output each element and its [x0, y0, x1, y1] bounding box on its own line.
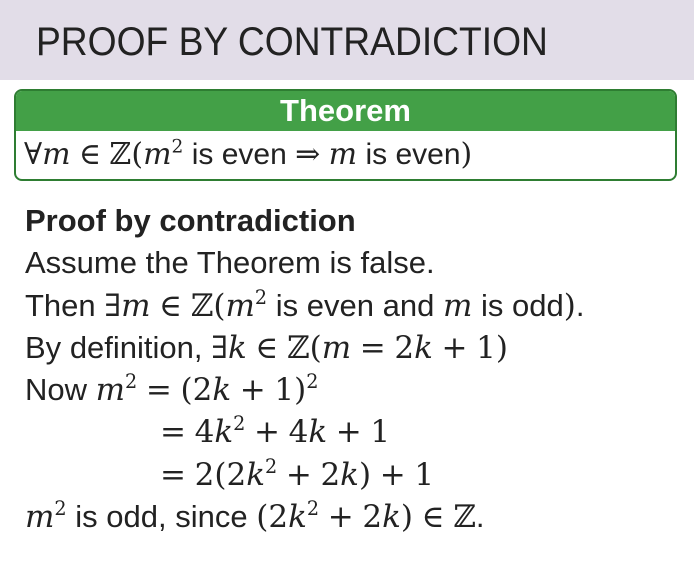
proof-line-4: Now $m^2 = (2k + 1)^2$ [25, 370, 319, 409]
proof-section [25, 200, 685, 538]
theorem-statement: ∀m ∈ $ℤ(m^2$ is even ⇒ m is even) [24, 136, 473, 172]
proof-line-3: By definition, ∃k ∈ ℤ(m = 2k + 1) [25, 329, 508, 366]
theorem-box [14, 89, 677, 181]
proof-line-1: Assume the Theorem is false. [25, 245, 435, 281]
proof-line-5: = $4k^2 + 4k + 1$ [160, 412, 391, 451]
theorem-heading: Theorem [16, 91, 675, 131]
page-title: PROOF BY CONTRADICTION [36, 20, 548, 64]
header-bar [0, 0, 694, 80]
proof-line-7: $m^2$ is odd, since $(2k^2 + 2k)$ ∈ ℤ. [25, 497, 485, 536]
proof-title: Proof by contradiction [25, 203, 356, 238]
proof-line-6: = $2(2k^2 + 2k) + 1$ [160, 454, 435, 493]
proof-line-2: Then ∃m ∈ $ℤ(m^2$ is even and m is odd). [25, 285, 585, 324]
